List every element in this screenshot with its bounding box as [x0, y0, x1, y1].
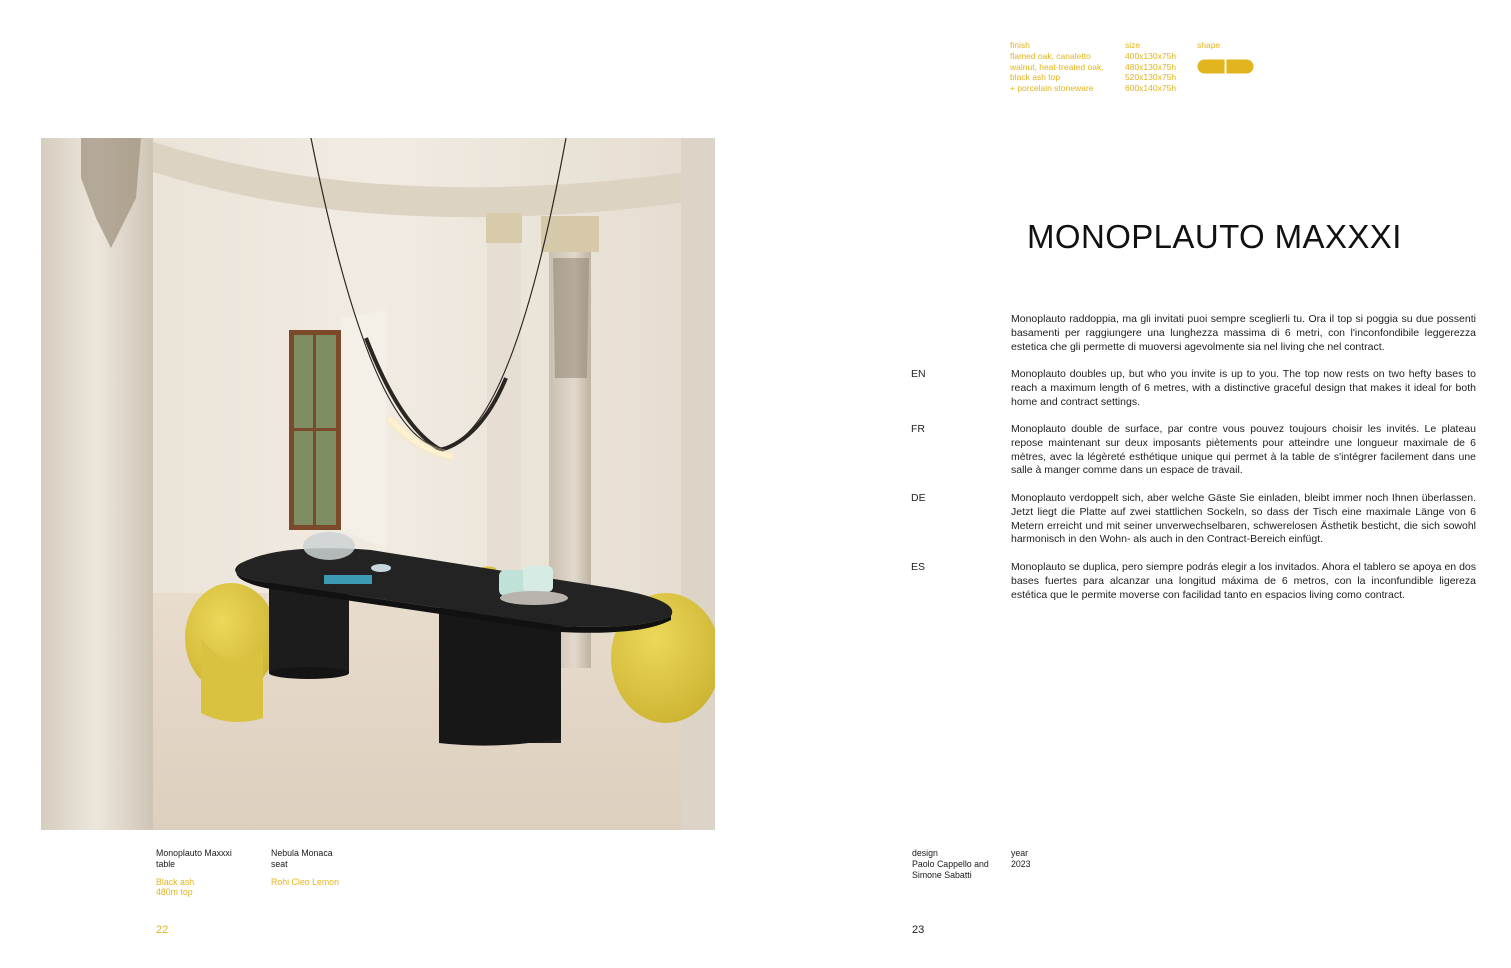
product-photo	[41, 138, 715, 830]
description-de: Monoplauto verdoppelt sich, aber welche Gäste Sie einladen, bleibt immer noch Ihnen überlassen. Jetzt liegt die Platte auf zwei stattlichen Sockeln, so dass der Tisch eine maximale Länge von 6 Metern erreicht und mit seiner unverwechselbaren, schwerelosen Ästhetik besticht, die sich sowohl harmonisch in den Wohn- als auch in den Contract-Bereich einfügt.	[1011, 492, 1476, 546]
credit-year-value: 2023	[1011, 858, 1031, 869]
page-number-left: 22	[156, 924, 169, 936]
page-number-right: 23	[912, 924, 925, 936]
language-label-de: DE	[911, 492, 926, 504]
caption-table-type: table	[156, 858, 176, 869]
spec-finish-line: black ash top	[1010, 72, 1061, 83]
credit-design-label: design	[912, 848, 938, 858]
description-es: Monoplauto se duplica, pero siempre podrás elegir a los invitados. Ahora el tablero se apoya en dos bases fuertes para alcanzar una longitud máxima de 6 metros, con la inconfundible ligereza estética que le permite moverse con facilidad tanto en espacios living como contract.	[1011, 561, 1476, 601]
spec-size-line: 400x130x75h	[1125, 50, 1177, 61]
description-fr: Monoplauto double de surface, par contre vous pouvez toujours choisir les invités. Le plateau repose maintenant sur deux imposants piètements pour atteindre une longueur maximale de 6 mètres, avec la légèreté esthétique unique qui permet à la table de s'intégrer facilement dans une salle à manger comme dans un espace de travail.	[1011, 423, 1476, 477]
caption-table-name: Monoplauto Maxxxi	[156, 848, 232, 858]
spec-finish	[1010, 40, 1120, 94]
spec-finish-label: finish	[1010, 40, 1030, 50]
spec-shape-label: shape	[1197, 40, 1221, 50]
caption-table-finish: Black ash	[156, 876, 195, 887]
spec-size	[1125, 40, 1195, 94]
description-it: Monoplauto raddoppia, ma gli invitati puoi sempre sceglierli tu. Ora il top si poggia su due possenti basamenti per raggiungere una lunghezza massima di 6 metri, con l'inconfondibile leggerezza estetica che gli permette di muoversi agevolmente sia nel living che nel contract.	[1011, 313, 1476, 353]
spec-size-line: 520x130x75h	[1125, 72, 1177, 83]
credit-designer: Simone Sabatti	[912, 869, 972, 880]
language-label-es: ES	[911, 561, 926, 573]
caption-table-finish: 480m top	[156, 887, 193, 898]
spec-size-line: 600x140x75h	[1125, 83, 1177, 94]
product-title: MONOPLAUTO MAXXXI	[1027, 218, 1402, 255]
spec-finish-line: flamed oak, canaletto	[1010, 50, 1091, 61]
caption-table	[156, 848, 256, 898]
caption-seat	[271, 848, 371, 887]
oval-table-shape-icon	[1197, 59, 1254, 74]
credit-year-label: year	[1011, 848, 1029, 858]
spec-finish-line: walnut, heat-treated oak,	[1010, 61, 1104, 72]
dining-room-illustration	[41, 138, 715, 830]
language-label-fr: FR	[911, 423, 925, 435]
credit-year	[1011, 848, 1071, 870]
caption-seat-name: Nebula Monaca	[271, 848, 333, 858]
credit-design	[912, 848, 1002, 880]
caption-seat-finish: Rohi Cleo Lemon	[271, 876, 339, 887]
spec-size-label: size	[1125, 40, 1141, 50]
description-en: Monoplauto doubles up, but who you invite is up to you. The top now rests on two hefty bases to reach a maximum length of 6 metres, with a distinctive graceful design that makes it ideal for both home and contract settings.	[1011, 368, 1476, 408]
spec-shape	[1197, 40, 1267, 51]
caption-seat-type: seat	[271, 858, 288, 869]
spec-size-line: 480x130x75h	[1125, 61, 1177, 72]
language-label-en: EN	[911, 368, 926, 380]
spec-finish-line: + porcelain stoneware	[1010, 83, 1094, 94]
credit-designer: Paolo Cappello and	[912, 858, 989, 869]
